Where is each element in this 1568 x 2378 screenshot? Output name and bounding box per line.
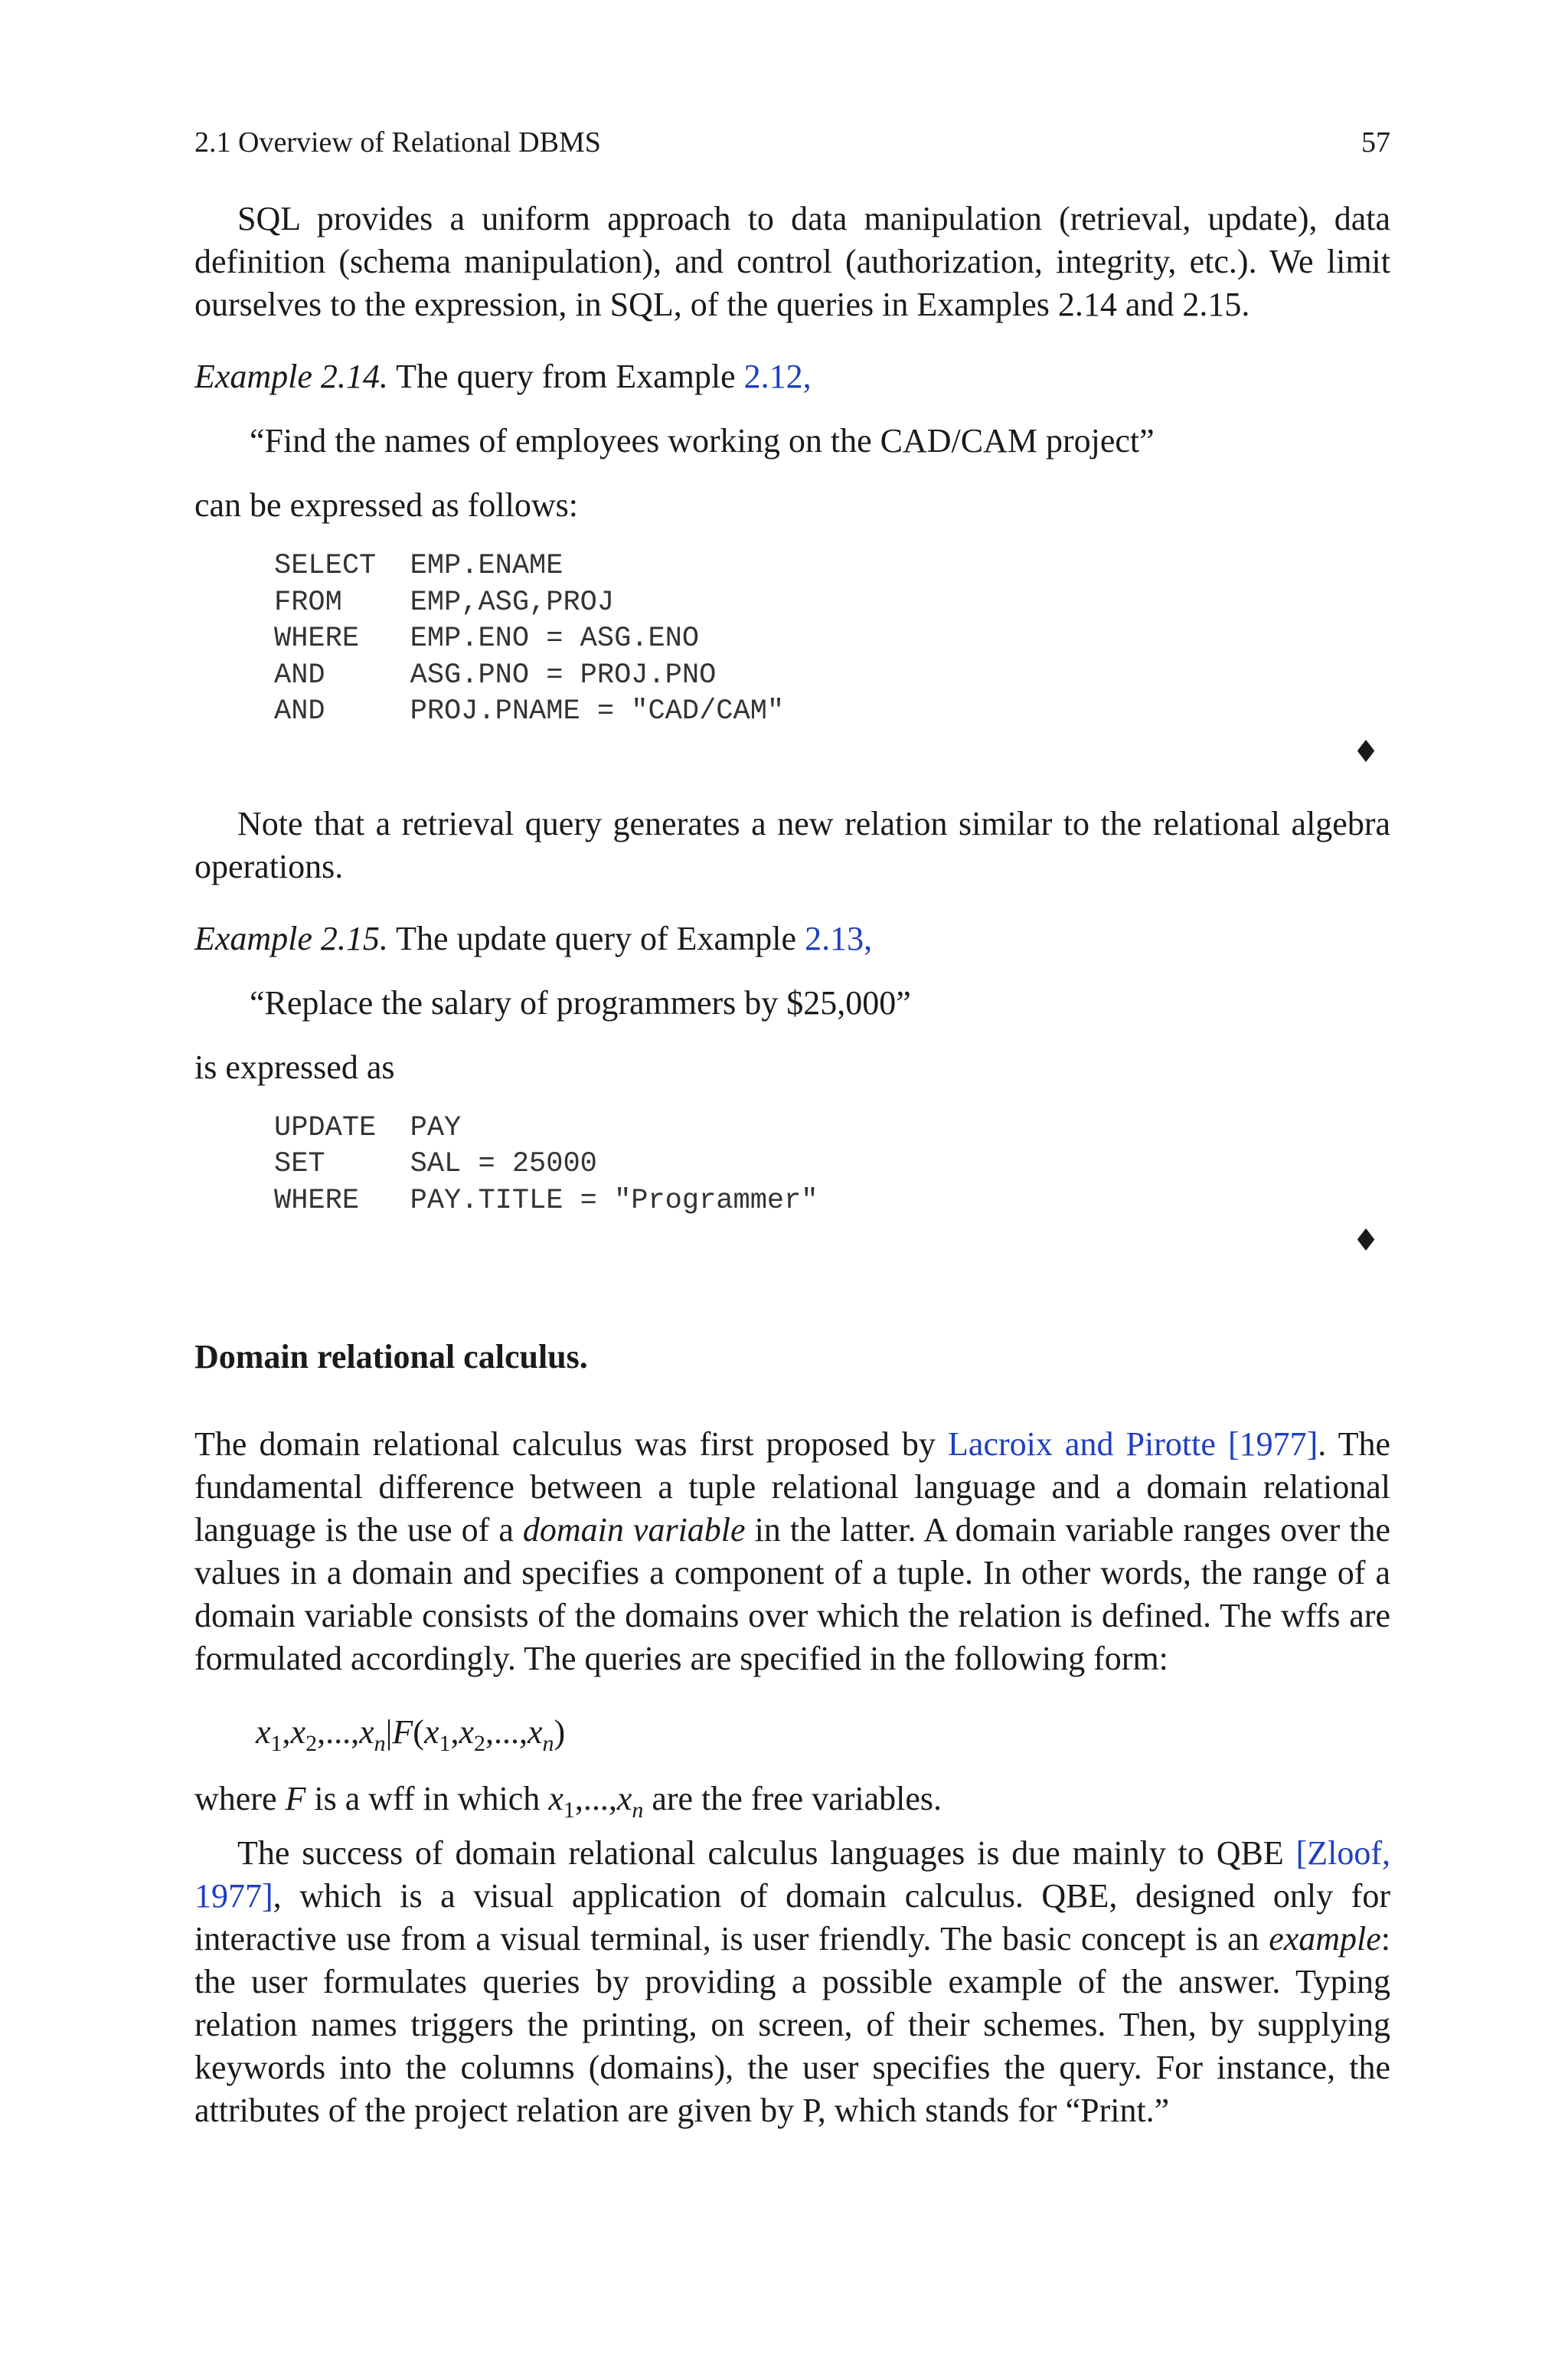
code-line: WHERE PAY.TITLE = "Programmer" — [274, 1184, 818, 1217]
end-of-example-diamond-icon: ♦ — [1352, 1223, 1380, 1258]
text: in the latter. A domain variable ranges over the values in a domain and specifies a component of a tuple. In other words, the range of a domain variable consists of the domains over which the relation is defined. The wffs are formulated accordingly. The queries are specified in the following form: — [194, 1511, 1391, 1677]
citation-zloof[interactable]: [Zloof, 1977] — [194, 1833, 1390, 1915]
text: The domain relational calculus was first proposed by — [194, 1425, 936, 1463]
paragraph-domain-calculus — [194, 1423, 1390, 1680]
example-intro-text: The update query of Example — [396, 919, 797, 957]
page-number: 57 — [1361, 126, 1390, 159]
text: where — [194, 1779, 277, 1817]
example-2-14-after: can be expressed as follows: — [194, 486, 578, 524]
code-line: AND PROJ.PNAME = "CAD/CAM" — [274, 695, 785, 728]
text: , which is a visual application of domain calculus. QBE, designed only for interactive use from a visual terminal, is user friendly. The basic concept is an — [194, 1876, 1390, 1958]
example-ref-link[interactable]: 2.12, — [743, 358, 812, 395]
example-2-14-quote: “Find the names of employees working on the CAD/CAM project” — [250, 422, 1155, 460]
example-ref-link[interactable]: 2.13, — [805, 919, 873, 957]
sql-select-code — [274, 548, 1390, 731]
end-of-example-row — [194, 731, 1390, 774]
header-section: 2.1 Overview of Relational DBMS — [194, 126, 601, 159]
emphasis-text: example — [1269, 1919, 1381, 1958]
text: The success of domain relational calculus languages is due mainly to QBE — [237, 1833, 1284, 1872]
code-line: WHERE EMP.ENO = ASG.ENO — [274, 623, 700, 655]
example-label: Example 2.14. — [194, 358, 388, 395]
end-of-example-row — [194, 1219, 1390, 1262]
sql-update-code — [274, 1110, 1390, 1220]
example-2-14-intro — [194, 355, 1390, 398]
code-line: SET SAL = 25000 — [274, 1148, 597, 1180]
emphasis-text: domain variable — [522, 1511, 746, 1549]
math-vars: x — [548, 1779, 564, 1817]
end-of-example-diamond-icon: ♦ — [1352, 734, 1380, 770]
example-label: Example 2.15. — [194, 919, 388, 957]
code-line: SELECT EMP.ENAME — [274, 550, 564, 582]
paragraph-retrieval-note: Note that a retrieval query generates a new relation similar to the relational algebra operations. — [194, 804, 1390, 885]
paragraph-where: where F is a wff in which $x_1,...,x_n$ are the free variables. — [194, 1779, 942, 1823]
code-line: FROM EMP,ASG,PROJ — [274, 586, 615, 619]
code-line: AND ASG.PNO = PROJ.PNO — [274, 659, 717, 692]
text: . The fundamental difference between a tuple relational language and a domain relational language is the use of a — [194, 1425, 1390, 1549]
example-2-15-intro — [194, 918, 1390, 960]
example-2-15-quote: “Replace the salary of programmers by $25,000” — [250, 983, 911, 1022]
code-line: UPDATE PAY — [274, 1111, 462, 1144]
paragraph-qbe — [194, 1832, 1390, 2132]
citation-lacroix-pirotte[interactable]: Lacroix and Pirotte [1977] — [948, 1425, 1318, 1463]
section-title: Domain relational calculus. — [194, 1338, 588, 1375]
math-f: F — [285, 1779, 306, 1817]
paragraph-sql-intro: SQL provides a uniform approach to data manipulation (retrieval, update), data definition (schema manipulation), and control (authorization, integrity, etc.). We limit ourselves to the expression, in SQL, of the queries in Examples 2.14 and 2.15. — [194, 200, 1390, 323]
formula: $x_1,x_2,...,x_n|F(x_1,x_2,...,x_n)$ — [256, 1713, 566, 1756]
text: is a wff in which — [314, 1779, 541, 1817]
text: : the user formulates queries by providing a possible example of the answer. Typing relation names triggers the printing, on screen, of their schemes. Then, by supplying keywords into the columns (domains), the user specifies the query. For instance, the attributes of the project relation are given by P, which stands for “Print.” — [194, 1919, 1391, 2129]
page-body — [194, 198, 1390, 2132]
text: are the free variables. — [652, 1779, 942, 1817]
example-2-15-after: is expressed as — [194, 1048, 395, 1086]
example-intro-text: The query from Example — [396, 358, 736, 395]
